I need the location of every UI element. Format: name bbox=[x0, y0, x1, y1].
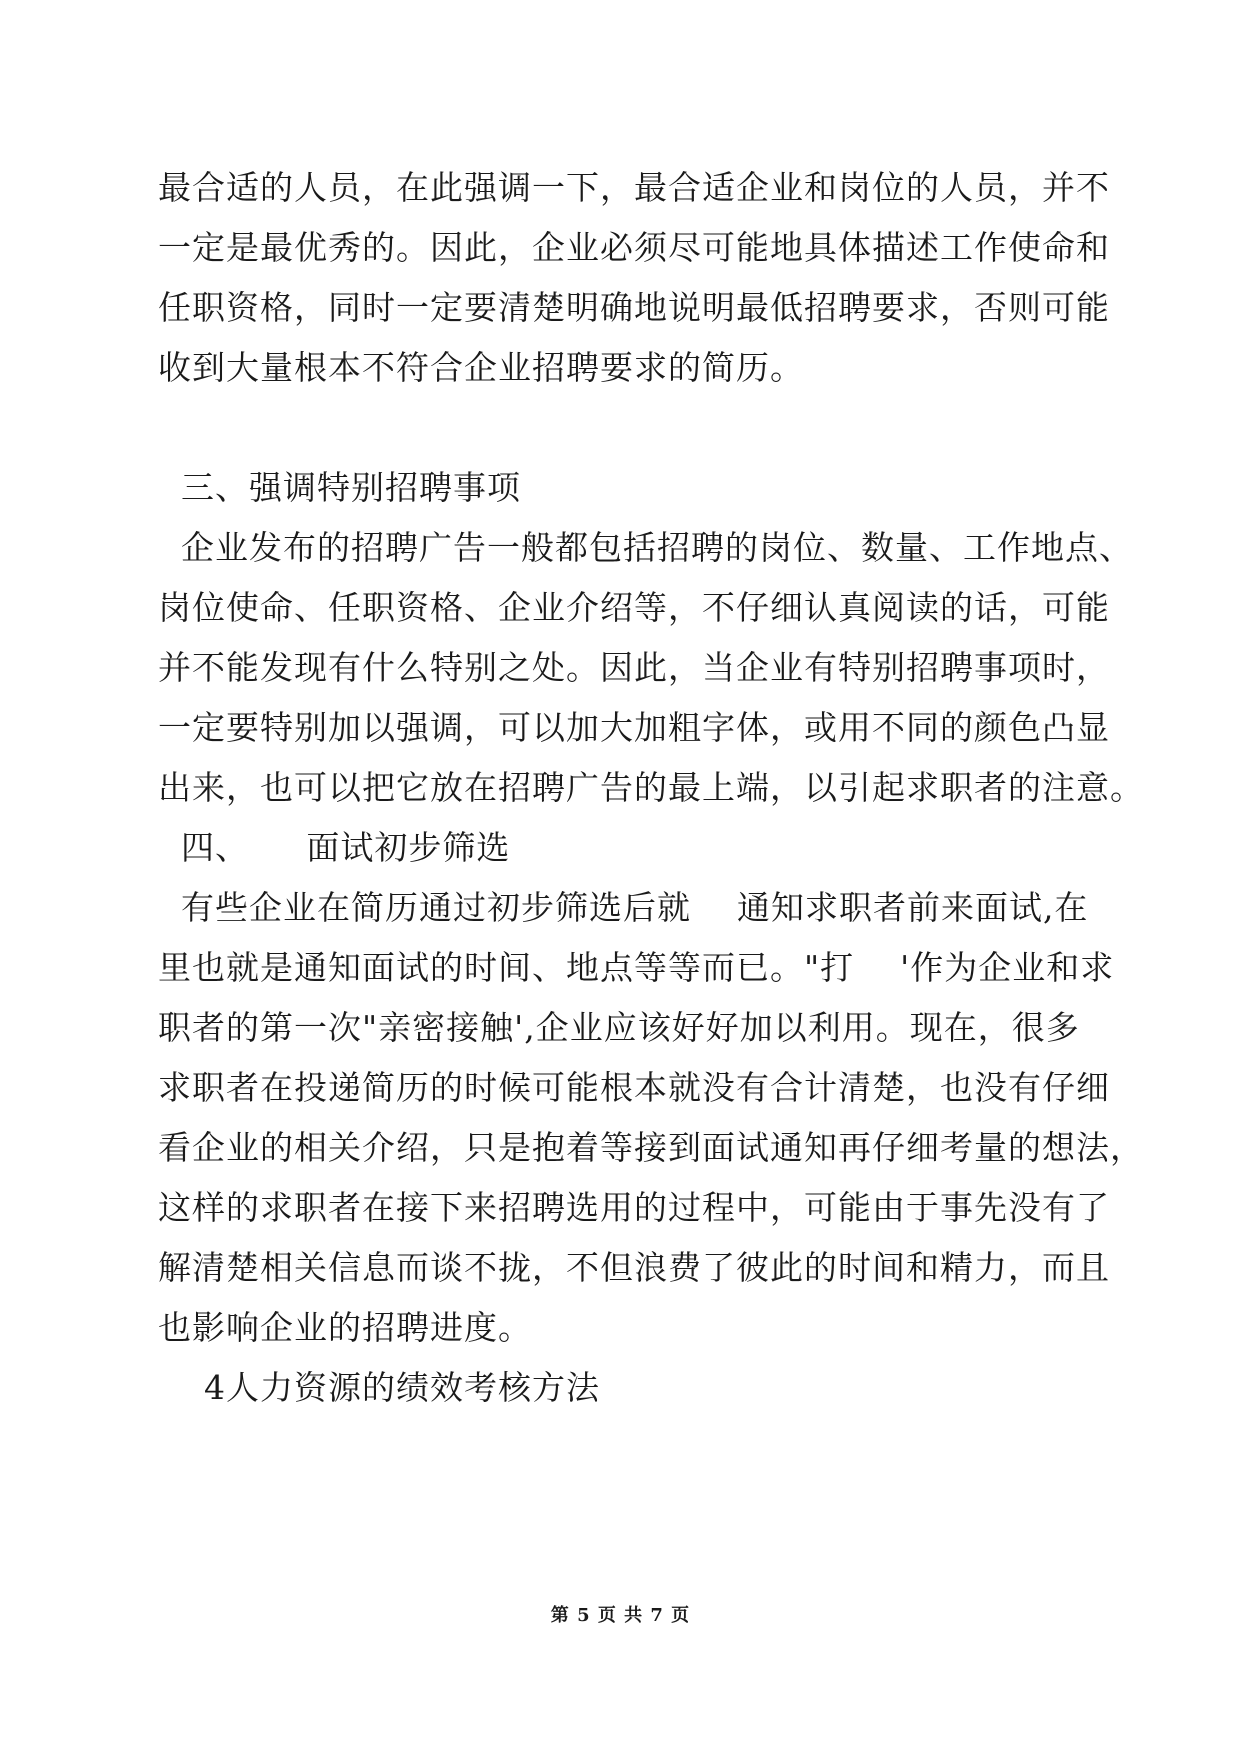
text-line: 最合适的人员，在此强调一下，最合适企业和岗位的人员，并不 bbox=[158, 168, 1110, 207]
text-line: 一定是最优秀的。因此，企业必须尽可能地具体描述工作使命和 bbox=[158, 228, 1110, 267]
text-line: 有些企业在简历通过初步筛选后就 通知求职者前来面试,在 bbox=[158, 888, 1089, 927]
text-line: 收到大量根本不符合企业招聘要求的简历。 bbox=[158, 348, 804, 387]
text-line: 职者的第一次"亲密接触',企业应该好好加以利用。现在，很多 bbox=[158, 1008, 1080, 1047]
page-footer: 第 5 页 共 7 页 bbox=[550, 1605, 691, 1626]
text-line: 出来，也可以把它放在招聘广告的最上端，以引起求职者的注意。 bbox=[158, 768, 1144, 807]
text-line: 求职者在投递简历的时候可能根本就没有合计清楚，也没有仔细 bbox=[158, 1068, 1110, 1107]
text-line: 解清楚相关信息而谈不拢，不但浪费了彼此的时间和精力，而且 bbox=[158, 1248, 1110, 1287]
text-line: 岗位使命、任职资格、企业介绍等，不仔细认真阅读的话，可能 bbox=[158, 588, 1110, 627]
text-line: 也影响企业的招聘进度。 bbox=[158, 1308, 532, 1347]
section-heading: 4人力资源的绩效考核方法 bbox=[158, 1368, 600, 1407]
text-line: 企业发布的招聘广告一般都包括招聘的岗位、数量、工作地点、 bbox=[158, 528, 1133, 567]
text-line: 里也就是通知面试的时间、地点等等而已。"打 '作为企业和求 bbox=[158, 948, 1115, 987]
section-heading: 三、强调特别招聘事项 bbox=[158, 468, 521, 507]
section-heading: 四、 面试初步筛选 bbox=[158, 828, 511, 867]
text-line: 这样的求职者在接下来招聘选用的过程中，可能由于事先没有了 bbox=[158, 1188, 1110, 1227]
text-line: 任职资格，同时一定要清楚明确地说明最低招聘要求，否则可能 bbox=[158, 288, 1110, 327]
text-line: 一定要特别加以强调，可以加大加粗字体，或用不同的颜色凸显 bbox=[158, 708, 1110, 747]
text-line: 并不能发现有什么特别之处。因此，当企业有特别招聘事项时， bbox=[158, 648, 1110, 687]
text-line: 看企业的相关介绍，只是抱着等接到面试通知再仔细考量的想法， bbox=[158, 1128, 1144, 1167]
